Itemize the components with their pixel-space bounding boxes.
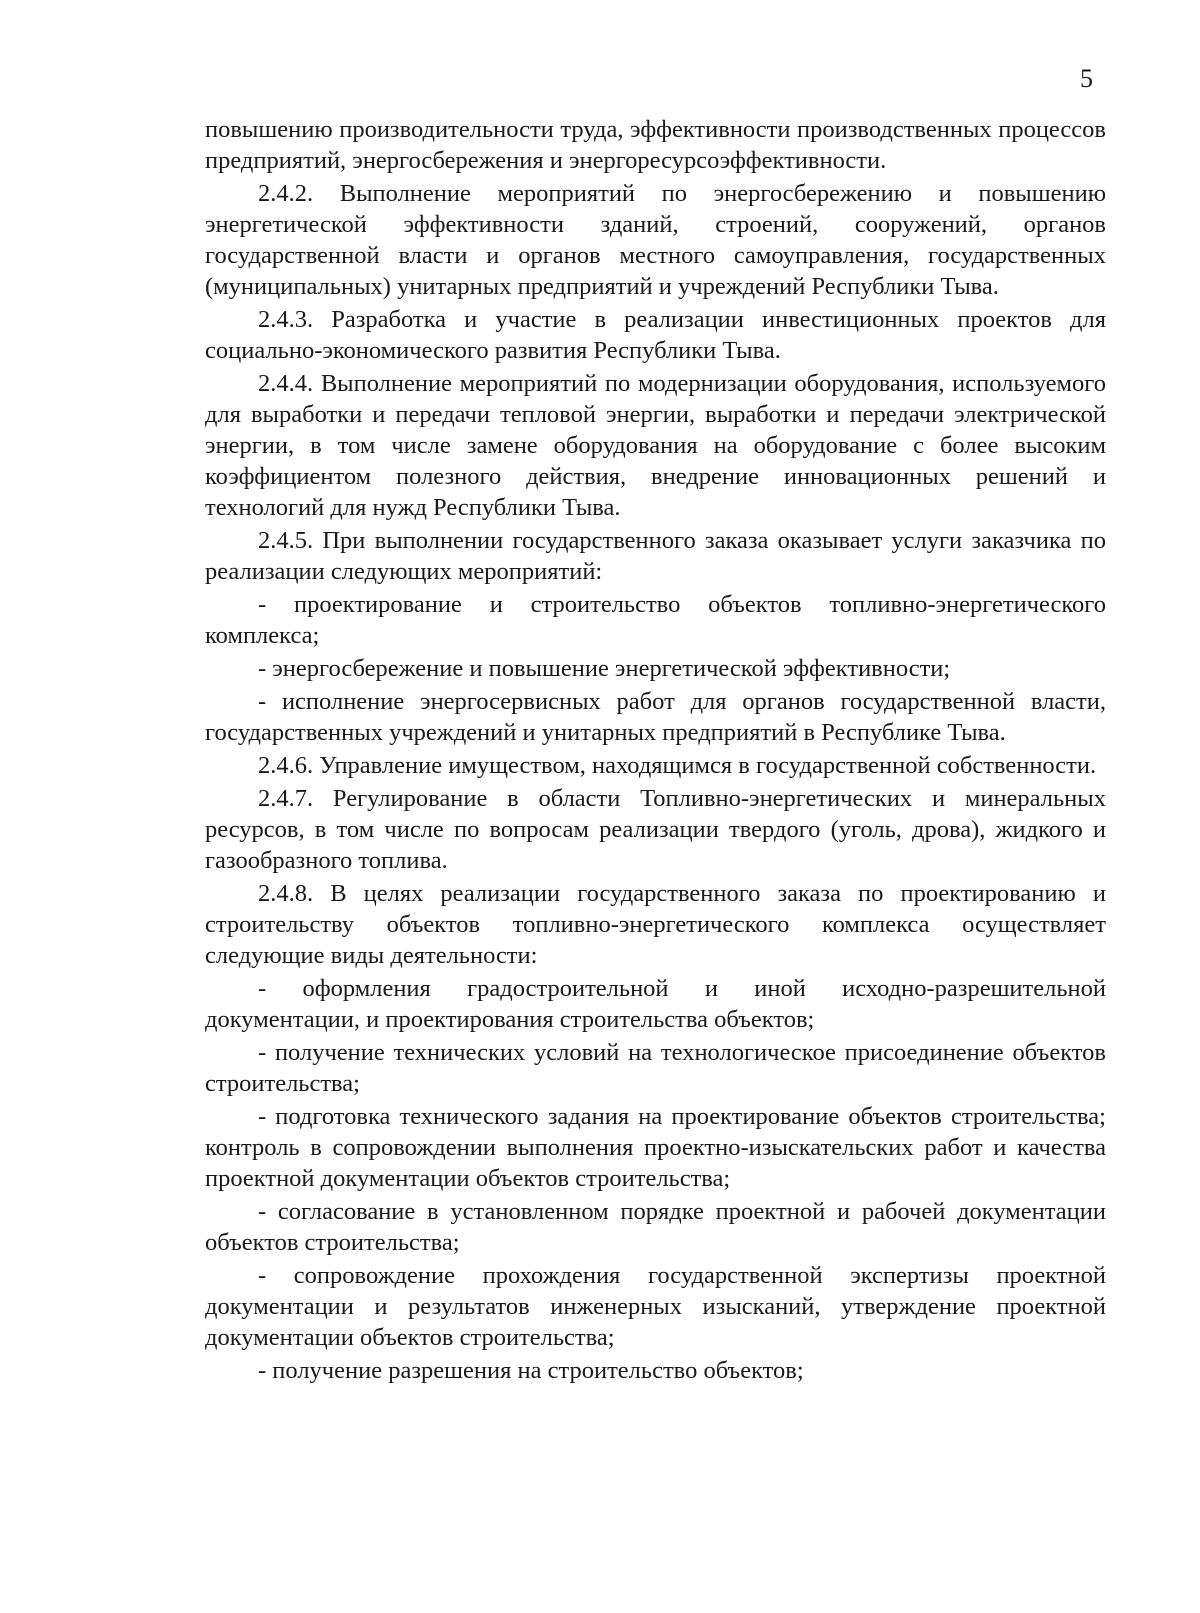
paragraph-2-4-2: 2.4.2. Выполнение мероприятий по энергосбережению и повышению энергетической эффективности зданий, строений, сооружений, органов государственной власти и органов местного самоуправления, государственных (муниципальных) унитарных предприятий и учреждений Республики Тыва. bbox=[205, 180, 1106, 300]
list-item: - сопровождение прохождения государственной экспертизы проектной документации и результатов инженерных изысканий, утверждение проектной документации объектов строительства; bbox=[205, 1262, 1106, 1351]
list-item: - согласование в установленном порядке проектной и рабочей документации объектов строительства; bbox=[205, 1198, 1106, 1256]
list-item: - энергосбережение и повышение энергетической эффективности; bbox=[258, 655, 951, 682]
page-number: 5 bbox=[1080, 64, 1093, 93]
paragraph-2-4-7: 2.4.7. Регулирование в области Топливно-энергетических и минеральных ресурсов, в том числе по вопросам реализации твердого (уголь, дрова), жидкого и газообразного топлива. bbox=[205, 785, 1106, 874]
list-item: - получение технических условий на технологическое присоединение объектов строительства; bbox=[205, 1039, 1106, 1097]
list-item: - подготовка технического задания на проектирование объектов строительства; контроль в сопровождении выполнения проектно-изыскательских работ и качества проектной документации объектов строительства; bbox=[205, 1103, 1106, 1192]
paragraph-2-4-6: 2.4.6. Управление имуществом, находящимся в государственной собственности. bbox=[258, 752, 1097, 779]
paragraph-2-4-4: 2.4.4. Выполнение мероприятий по модернизации оборудования, используемого для выработки и передачи тепловой энергии, выработки и передачи электрической энергии, в том числе замене оборудования на оборудование с более высоким коэффициентом полезного действия, внедрение инновационных решений и технологий для нужд Республики Тыва. bbox=[205, 370, 1106, 521]
list-item: - получение разрешения на строительство объектов; bbox=[258, 1357, 804, 1384]
paragraph-2-4-8: 2.4.8. В целях реализации государственного заказа по проектированию и строительству объектов топливно-энергетического комплекса осуществляет следующие виды деятельности: bbox=[205, 880, 1106, 969]
list-item: - проектирование и строительство объектов топливно-энергетического комплекса; bbox=[205, 591, 1106, 649]
paragraph-2-4-3: 2.4.3. Разработка и участие в реализации инвестиционных проектов для социально-экономического развития Республики Тыва. bbox=[205, 306, 1106, 364]
paragraph-2-4-5: 2.4.5. При выполнении государственного заказа оказывает услуги заказчика по реализации следующих мероприятий: bbox=[205, 527, 1106, 585]
list-item: - оформления градостроительной и иной исходно-разрешительной документации, и проектирования строительства объектов; bbox=[205, 975, 1106, 1033]
document-body bbox=[205, 114, 1106, 1386]
list-item: - исполнение энергосервисных работ для органов государственной власти, государственных учреждений и унитарных предприятий в Республике Тыва. bbox=[205, 688, 1106, 746]
paragraph-continuation: повышению производительности труда, эффективности производственных процессов предприятий, энергосбережения и энергоресурсоэффективности. bbox=[205, 116, 1106, 174]
